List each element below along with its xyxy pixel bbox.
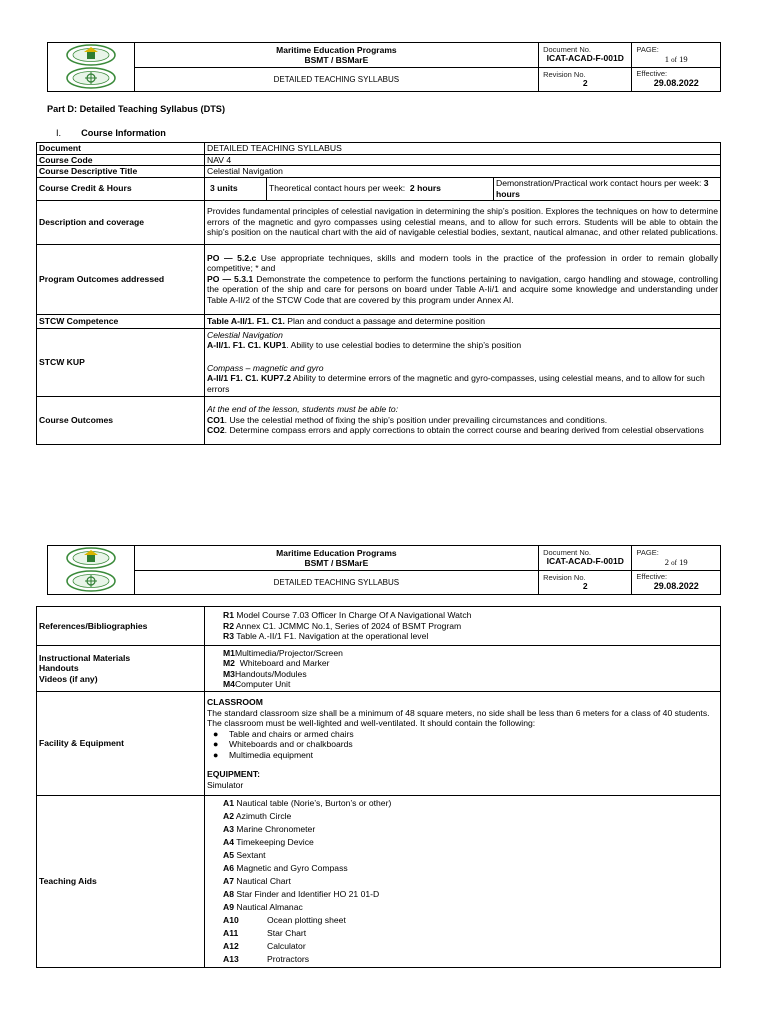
school-logo [48, 546, 135, 595]
school-seal-icon [64, 546, 118, 592]
resources-table [36, 606, 721, 968]
header-syllabus: DETAILED TEACHING SYLLABUS [134, 570, 538, 595]
material-item: M4Computer Unit [223, 679, 291, 689]
aids-label: Teaching Aids [37, 796, 205, 968]
header-title-block [134, 43, 538, 68]
effective-label: Effective: [636, 69, 668, 79]
materials-list [205, 646, 721, 692]
classroom-title: CLASSROOM [207, 697, 263, 707]
credit-units: 3 units [205, 177, 267, 200]
effective-cell [632, 67, 721, 92]
header-org: Maritime Education Programs [276, 44, 397, 55]
section-numeral: I. [56, 128, 62, 138]
equipment-value: Simulator [207, 779, 244, 790]
materials-label: Instructional Materials Handouts Videos (if any) [37, 646, 205, 692]
section-heading [56, 128, 166, 138]
demo-hours-cell [494, 177, 721, 200]
page-number: 1 of 19 [664, 53, 688, 64]
doc-no-label: Document No. [543, 548, 592, 558]
classroom-bullets [207, 729, 718, 761]
doc-no-value: ICAT-ACAD-F-001D [546, 556, 624, 567]
description-value: Provides fundamental principles of celestial navigation in determining the ship’s position. Explores the techniques on how to determine errors of the magnetic and gyro compasses using celestial means, and to allow for such errors. Students will be able to obtain the ship’s position on the nautical chart with the aid of navigable celestial bodies, sextant, nautical almanac, and other related publications. [205, 200, 721, 244]
aid-item: A12 Calculator [223, 941, 306, 951]
page-cell [632, 546, 721, 571]
page2-header [47, 545, 721, 595]
aid-item: A6 Magnetic and Gyro Compass [223, 863, 348, 873]
references-label: References/Bibliographies [37, 607, 205, 646]
revision-label: Revision No. [543, 69, 586, 79]
aid-item: A10 Ocean plotting sheet [223, 915, 346, 925]
competence-label: STCW Competence [37, 314, 205, 328]
effective-date: 29.08.2022 [653, 78, 699, 89]
aid-item: A8 Star Finder and Identifier HO 21 01-D [223, 889, 380, 899]
page-cell [632, 43, 721, 68]
revision-value: 2 [582, 77, 588, 88]
course-title-label: Course Descriptive Title [37, 166, 205, 178]
aid-item: A3 Marine Chronometer [223, 824, 316, 834]
credit-label: Course Credit & Hours [37, 177, 205, 200]
reference-item: R1 Model Course 7.03 Officer In Charge Of A Navigational Watch [223, 610, 472, 621]
page-number: 2 of 19 [664, 556, 688, 567]
header-org: Maritime Education Programs [276, 547, 397, 558]
theory-label: Theoretical contact hours per week: [269, 183, 406, 194]
demo-hours: 3 hours [496, 178, 709, 199]
program-outcomes-label: Program Outcomes addressed [37, 244, 205, 314]
theory-hours: 2 hours [409, 183, 441, 194]
doc-no-cell [539, 546, 632, 571]
reference-item: R2 Annex C1. JCMMC No.1, Series of 2024 of BSMT Program [223, 620, 462, 631]
school-logo [48, 43, 135, 92]
reference-item: R3 Table A.-II/1 F1. Navigation at the operational level [223, 631, 429, 642]
header-program: BSMT / BSMarE [304, 557, 369, 568]
aid-item: A7 Nautical Chart [223, 876, 291, 886]
revision-label: Revision No. [543, 572, 586, 582]
aid-item: A5 Sextant [223, 850, 266, 860]
course-code-label: Course Code [37, 154, 205, 166]
material-item: M2 Whiteboard and Marker [223, 658, 330, 668]
effective-cell [632, 570, 721, 595]
revision-cell [539, 67, 632, 92]
aid-item: A13 Protractors [223, 954, 310, 964]
header-syllabus: DETAILED TEACHING SYLLABUS [134, 67, 538, 92]
course-info-table [36, 142, 721, 445]
doc-no-value: ICAT-ACAD-F-001D [546, 53, 624, 64]
course-title-value: Celestial Navigation [205, 166, 721, 178]
revision-value: 2 [582, 580, 588, 591]
bullet-item: ● Whiteboards and or chalkboards [229, 739, 718, 750]
demo-label: Demonstration/Practical work contact hours per week: [496, 178, 702, 188]
kup-label: STCW KUP [37, 328, 205, 396]
aid-item: A11 Star Chart [223, 928, 307, 938]
section-title: Course Information [81, 128, 166, 138]
header-title-block [134, 546, 538, 571]
effective-date: 29.08.2022 [653, 581, 699, 592]
revision-cell [539, 570, 632, 595]
part-title: Part D: Detailed Teaching Syllabus (DTS) [47, 104, 225, 114]
material-item: M1Multimedia/Projector/Screen [223, 647, 343, 658]
facility-label: Facility & Equipment [37, 692, 205, 796]
material-item: M3Handouts/Modules [223, 668, 307, 679]
aids-list [205, 796, 721, 968]
doc-no-cell [539, 43, 632, 68]
document-value: DETAILED TEACHING SYLLABUS [205, 143, 721, 155]
aid-item: A1 Nautical table (Norie’s, Burton’s or other) [223, 798, 392, 808]
document-label: Document [37, 143, 205, 155]
course-outcomes-label: Course Outcomes [37, 396, 205, 444]
kup-value: Celestial Navigation A-II/1. F1. C1. KUP1. Ability to use celestial bodies to determine the ship’s position Compass – magnetic and gyro A-II/1 F1. C1. KUP7.2 Ability to determine errors of the magnetic and gyro-compasses, using celestial means, and to allow for such errors [205, 328, 721, 396]
competence-value: Table A-II/1. F1. C1. Plan and conduct a passage and determine position [205, 314, 721, 328]
effective-label: Effective: [636, 572, 668, 582]
doc-no-label: Document No. [543, 45, 592, 55]
theory-hours-cell [267, 177, 494, 200]
bullet-item: ● Table and chairs or armed chairs [229, 729, 718, 740]
description-label: Description and coverage [37, 200, 205, 244]
facility-value [205, 692, 721, 796]
program-outcomes-value: PO — 5.2.c Use appropriate techniques, skills and modern tools in the practice of the profession in order to remain globally competitive; * and PO — 5.3.1 Demonstrate the competence to perform the functions pertaining to navigation, cargo handling and stowage, controlling the operation of the ship and care for persons on board under Table A-Ii/1 and acquire some knowledge and understanding under Table A-II/2 of the STCW Code that are covered by this program under Annex AI. [205, 244, 721, 314]
page-label: PAGE: [636, 547, 659, 557]
header-program: BSMT / BSMarE [304, 54, 369, 65]
equipment-title: EQUIPMENT: [207, 769, 260, 779]
classroom-text: The standard classroom size shall be a minimum of 48 square meters, no side shall be less than 6 meters for a class of 40 students. The classroom must be well-lighted and well-ventilated. It should contain the following: [207, 707, 710, 728]
aid-item: A4 Timekeeping Device [223, 837, 314, 847]
page-label: PAGE: [636, 44, 659, 54]
course-outcomes-value: At the end of the lesson, students must be able to: CO1. Use the celestial method of fixing the ship’s position under prevailing circumstances and conditions. CO2. Determine compass errors and apply corrections to obtain the correct course and bearing derived from celestial observations [205, 396, 721, 444]
aid-item: A9 Nautical Almanac [223, 902, 303, 912]
course-code-value: NAV 4 [205, 154, 721, 166]
aid-item: A2 Azimuth Circle [223, 811, 292, 821]
page1-header [47, 42, 721, 92]
bullet-item: ● Multimedia equipment [229, 750, 718, 761]
school-seal-icon [64, 43, 118, 89]
references-list [205, 607, 721, 646]
